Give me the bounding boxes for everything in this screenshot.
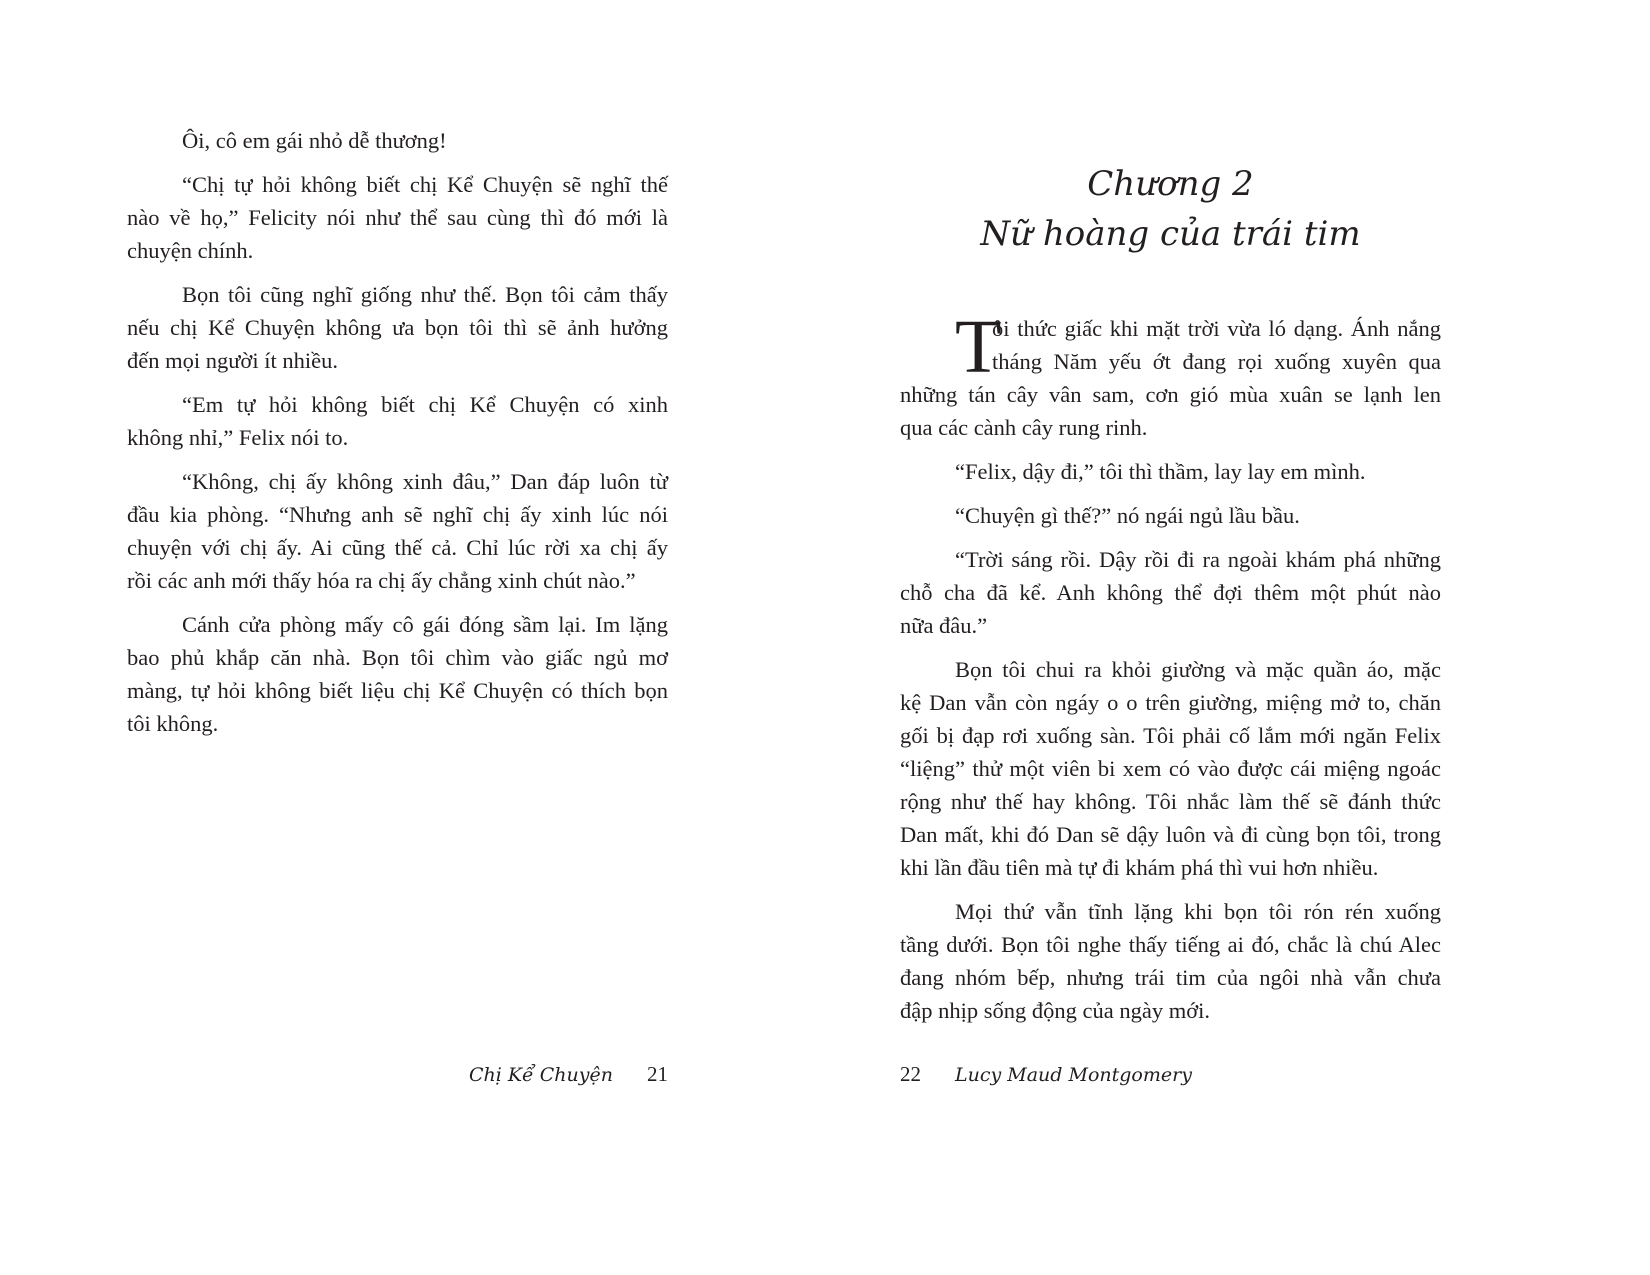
text-line: màng, tự hỏi không biết liệu chị Kể Chuyện có thích bọn [127, 678, 668, 703]
left-page-footer [469, 1060, 668, 1089]
text-line: “Chị tự hỏi không biết chị Kể Chuyện sẽ nghĩ thế [182, 172, 668, 197]
text-line: đến mọi người ít nhiều. [127, 348, 338, 373]
text-line: “Trời sáng rồi. Dậy rồi đi ra ngoài khám phá những [955, 547, 1441, 572]
text-line: Dan mất, khi đó Dan sẽ dậy luôn và đi cùng bọn tôi, trong [900, 822, 1441, 847]
paragraph [127, 168, 668, 267]
text-line: “Felix, dậy đi,” tôi thì thầm, lay lay em mình. [955, 459, 1366, 484]
text-line: nếu chị Kể Chuyện không ưa bọn tôi thì sẽ ảnh hưởng [127, 315, 668, 340]
text-line: chuyện chính. [127, 238, 254, 263]
text-line: tháng Năm yếu ớt đang rọi xuống xuyên qua [992, 349, 1441, 374]
page-number: 21 [647, 1062, 668, 1086]
text-line: Cánh cửa phòng mấy cô gái đóng sầm lại. Im lặng [182, 612, 668, 637]
paragraph [900, 543, 1441, 642]
text-line: khi lần đầu tiên mà tự đi khám phá thì vui hơn nhiều. [900, 855, 1379, 880]
text-line: rộng như thế hay không. Tôi nhắc làm thế sẽ đánh thức [900, 789, 1441, 814]
text-line: chuyện với chị ấy. Ai cũng thế cả. Chỉ lúc rời xa chị ấy [127, 535, 668, 560]
paragraph [900, 895, 1441, 1027]
right-page [900, 0, 1441, 1275]
right-page-body [900, 305, 1441, 1038]
paragraph [127, 124, 668, 157]
text-line: Bọn tôi chui ra khỏi giường và mặc quần áo, mặc [955, 657, 1441, 682]
text-line: nào về họ,” Felicity nói như thể sau cùng thì đó mới là [127, 205, 668, 230]
text-line: nữa đâu.” [900, 613, 988, 638]
text-line: Ôi, cô em gái nhỏ dễ thương! [182, 128, 447, 153]
text-line: không nhỉ,” Felix nói to. [127, 425, 349, 450]
left-page [127, 0, 668, 1275]
chapter-number: Chương 2 [1087, 164, 1254, 204]
text-line: “Em tự hỏi không biết chị Kể Chuyện có xinh [182, 392, 668, 417]
text-line: Bọn tôi cũng nghĩ giống như thế. Bọn tôi cảm thấy [182, 282, 668, 307]
chapter-title: Nữ hoàng của trái tim [980, 214, 1361, 254]
text-line: kệ Dan vẫn còn ngáy o o trên giường, miệng mở to, chăn [900, 690, 1441, 715]
text-line: bao phủ khắp căn nhà. Bọn tôi chìm vào giấc ngủ mơ [127, 645, 668, 670]
text-line: “Chuyện gì thế?” nó ngái ngủ lầu bầu. [955, 503, 1300, 528]
paragraph [127, 388, 668, 454]
left-page-body [127, 124, 668, 751]
text-line: qua các cành cây rung rinh. [900, 415, 1148, 440]
text-line: “liệng” thử một viên bi xem có vào được cái miệng ngoác [900, 756, 1441, 781]
paragraph [900, 305, 1441, 444]
paragraph [127, 278, 668, 377]
text-line: “Không, chị ấy không xinh đâu,” Dan đáp luôn từ [182, 469, 668, 494]
text-line: những tán cây vân sam, cơn gió mùa xuân se lạnh len [900, 382, 1441, 407]
drop-cap: T [955, 305, 1002, 389]
text-line: rồi các anh mới thấy hóa ra chị ấy chẳng xinh chút nào.” [127, 568, 636, 593]
paragraph [127, 608, 668, 740]
running-head-book-title: Chị Kể Chuyện [468, 1064, 613, 1086]
paragraph [127, 465, 668, 597]
running-head-author: Lucy Maud Montgomery [955, 1064, 1192, 1086]
paragraph [900, 499, 1441, 532]
text-line: đầu kia phòng. “Nhưng anh sẽ nghĩ chị ấy xinh lúc nói [127, 502, 668, 527]
text-line: Mọi thứ vẫn tĩnh lặng khi bọn tôi rón rén xuống [955, 899, 1441, 924]
paragraph [900, 653, 1441, 884]
text-line: ôi thức giấc khi mặt trời vừa ló dạng. Ánh nắng [992, 316, 1441, 341]
text-line: đang nhóm bếp, nhưng trái tim của ngôi nhà vẫn chưa [900, 965, 1441, 990]
text-line: tôi không. [127, 711, 219, 736]
text-line: gối bị đạp rơi xuống sàn. Tôi phải cố lắm mới ngăn Felix [900, 723, 1441, 748]
text-line: đập nhịp sống động của ngày mới. [900, 998, 1210, 1023]
text-line: tầng dưới. Bọn tôi nghe thấy tiếng ai đó, chắc là chú Alec [900, 932, 1441, 957]
right-page-footer [900, 1060, 1192, 1089]
page-number: 22 [900, 1062, 921, 1086]
text-line: chỗ cha đã kể. Anh không thể đợi thêm một phút nào [900, 580, 1441, 605]
paragraph [900, 455, 1441, 488]
